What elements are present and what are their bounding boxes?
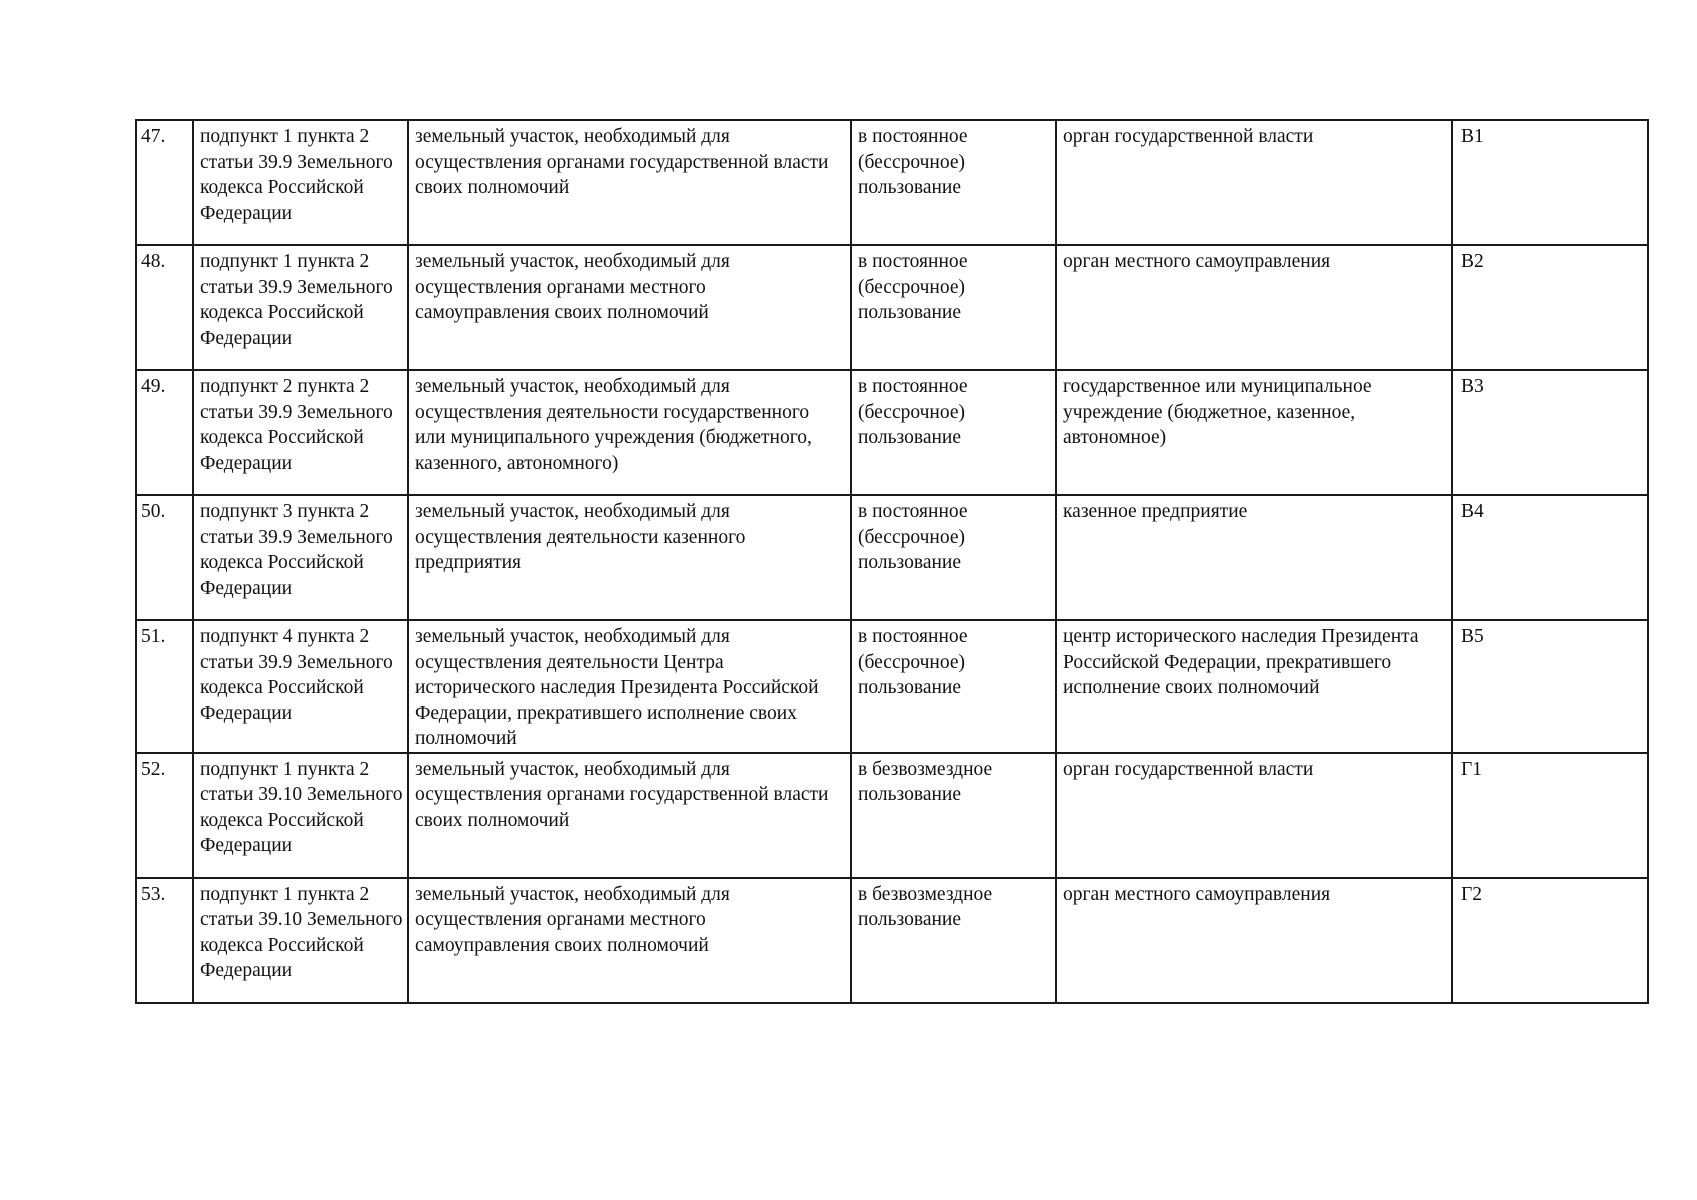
legal-basis-cell: подпункт 1 пункта 2 статьи 39.10 Земельного кодекса Российской Федерации (193, 753, 408, 878)
right-type-cell: в безвозмездное пользование (851, 878, 1056, 1003)
right-type-cell: в постоянное (бессрочное) пользование (851, 120, 1056, 245)
row-number: 48. (136, 245, 193, 370)
land-plot-cell: земельный участок, необходимый для осуществления деятельности казенного предприятия (408, 495, 851, 620)
subject-cell: орган местного самоуправления (1056, 878, 1452, 1003)
table-row (136, 495, 1648, 620)
code-cell: В1 (1452, 120, 1648, 245)
code-cell: В4 (1452, 495, 1648, 620)
legal-basis-cell: подпункт 1 пункта 2 статьи 39.9 Земельного кодекса Российской Федерации (193, 245, 408, 370)
legal-basis-cell: подпункт 2 пункта 2 статьи 39.9 Земельного кодекса Российской Федерации (193, 370, 408, 495)
subject-cell: орган государственной власти (1056, 120, 1452, 245)
row-number: 47. (136, 120, 193, 245)
code-cell: Г2 (1452, 878, 1648, 1003)
subject-cell: центр исторического наследия Президента Российской Федерации, прекратившего исполнение своих полномочий (1056, 620, 1452, 753)
table-row (136, 878, 1648, 1003)
land-plot-cell: земельный участок, необходимый для осуществления деятельности Центра исторического наследия Президента Российской Федерации, прекратившего исполнение своих полномочий (408, 620, 851, 753)
land-plot-cell: земельный участок, необходимый для осуществления органами государственной власти своих полномочий (408, 753, 851, 878)
row-number: 49. (136, 370, 193, 495)
code-cell: В5 (1452, 620, 1648, 753)
right-type-cell: в безвозмездное пользование (851, 753, 1056, 878)
table-row (136, 753, 1648, 878)
table-row (136, 120, 1648, 245)
row-number: 53. (136, 878, 193, 1003)
land-plot-cell: земельный участок, необходимый для осуществления органами местного самоуправления своих полномочий (408, 878, 851, 1003)
subject-cell: казенное предприятие (1056, 495, 1452, 620)
table-row (136, 370, 1648, 495)
row-number: 50. (136, 495, 193, 620)
land-plot-cell: земельный участок, необходимый для осуществления деятельности государственного или муниципального учреждения (бюджетного, казенного, автономного) (408, 370, 851, 495)
row-number: 52. (136, 753, 193, 878)
land-plots-table (135, 119, 1649, 1004)
subject-cell: государственное или муниципальное учреждение (бюджетное, казенное, автономное) (1056, 370, 1452, 495)
legal-basis-cell: подпункт 1 пункта 2 статьи 39.9 Земельного кодекса Российской Федерации (193, 120, 408, 245)
row-number: 51. (136, 620, 193, 753)
legal-basis-cell: подпункт 4 пункта 2 статьи 39.9 Земельного кодекса Российской Федерации (193, 620, 408, 753)
table-row (136, 245, 1648, 370)
code-cell: Г1 (1452, 753, 1648, 878)
legal-basis-cell: подпункт 1 пункта 2 статьи 39.10 Земельного кодекса Российской Федерации (193, 878, 408, 1003)
table-row (136, 620, 1648, 753)
land-plot-cell: земельный участок, необходимый для осуществления органами государственной власти своих полномочий (408, 120, 851, 245)
right-type-cell: в постоянное (бессрочное) пользование (851, 370, 1056, 495)
right-type-cell: в постоянное (бессрочное) пользование (851, 245, 1056, 370)
land-plot-cell: земельный участок, необходимый для осуществления органами местного самоуправления своих полномочий (408, 245, 851, 370)
right-type-cell: в постоянное (бессрочное) пользование (851, 620, 1056, 753)
subject-cell: орган государственной власти (1056, 753, 1452, 878)
subject-cell: орган местного самоуправления (1056, 245, 1452, 370)
legal-basis-cell: подпункт 3 пункта 2 статьи 39.9 Земельного кодекса Российской Федерации (193, 495, 408, 620)
code-cell: В3 (1452, 370, 1648, 495)
code-cell: В2 (1452, 245, 1648, 370)
right-type-cell: в постоянное (бессрочное) пользование (851, 495, 1056, 620)
